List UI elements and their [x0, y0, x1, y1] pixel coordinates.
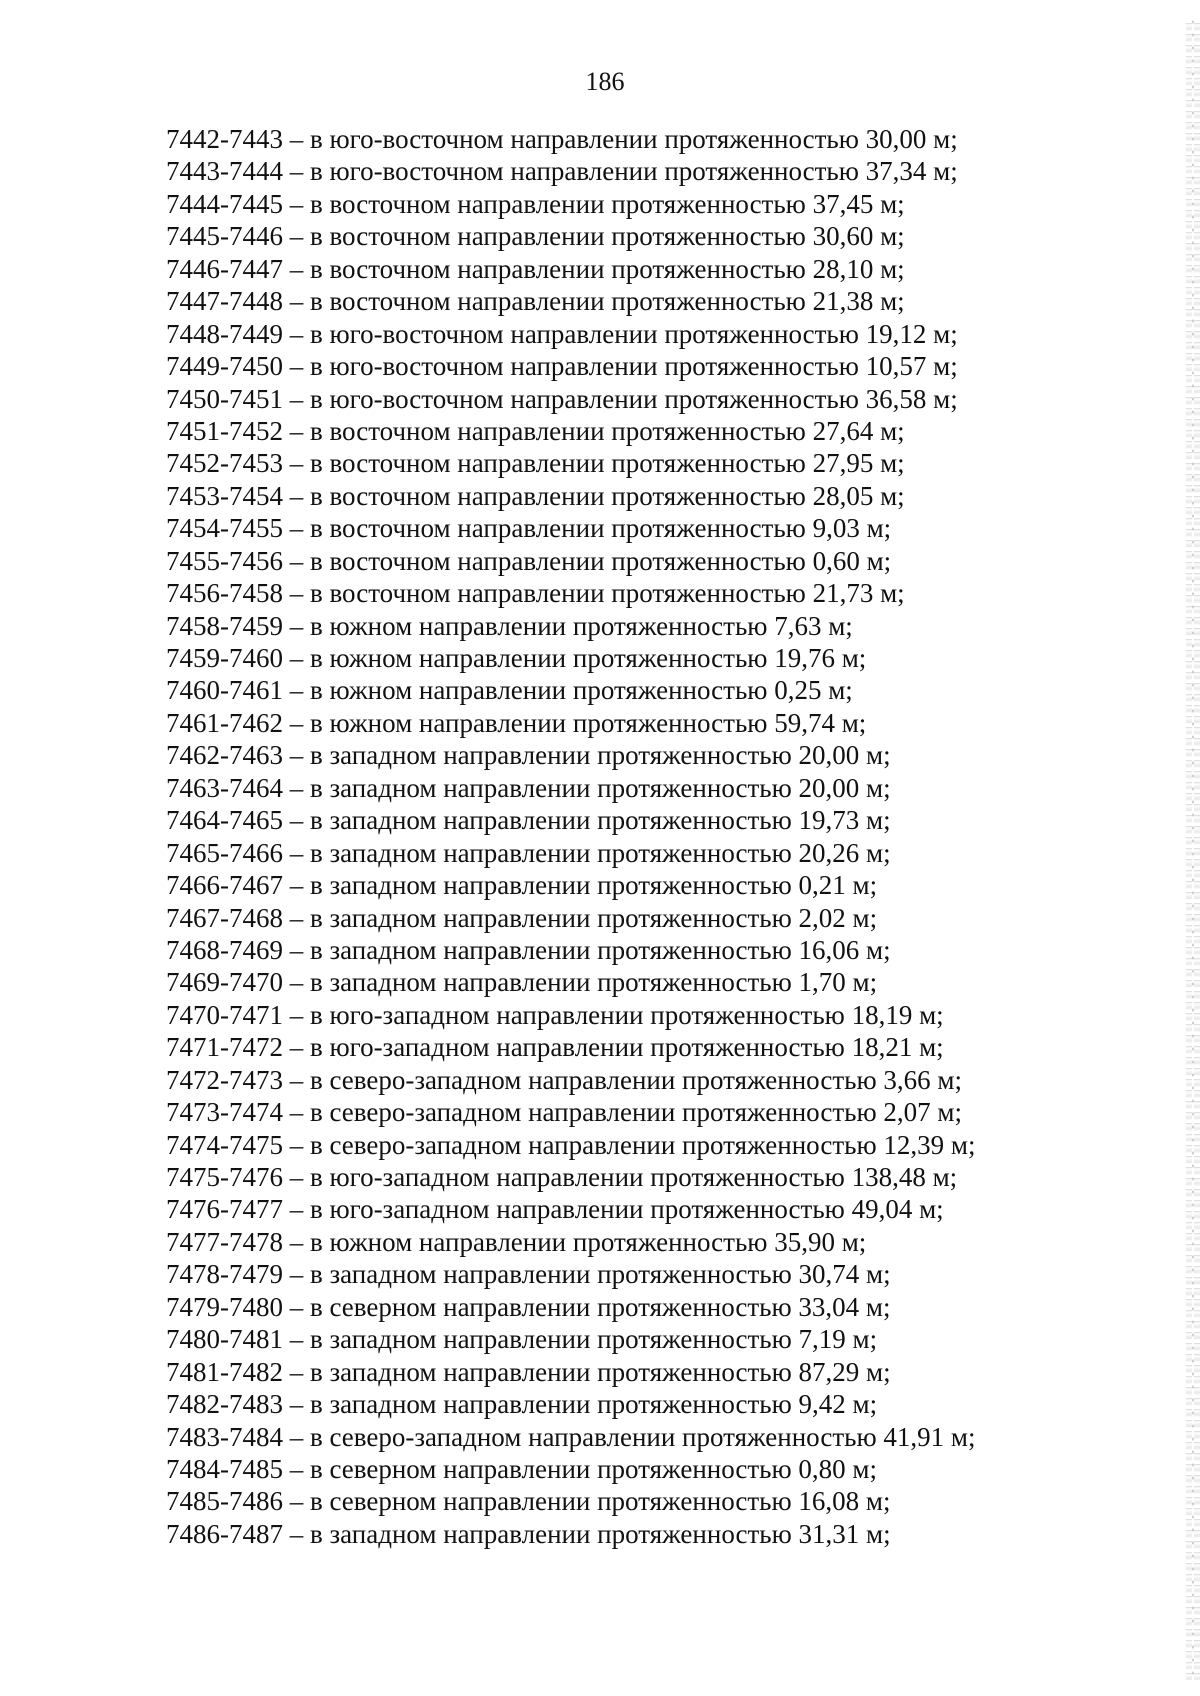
boundary-segment-line: 7482-7483 – в западном направлении протяженностью 9,42 м; — [166, 1389, 878, 1420]
boundary-segment-line: 7465-7466 – в западном направлении протяженностью 20,26 м; — [166, 837, 891, 868]
boundary-segment-line: 7479-7480 – в северном направлении протяженностью 33,04 м; — [166, 1291, 891, 1322]
boundary-segment-line: 7474-7475 – в северо-западном направлении протяженностью 12,39 м; — [166, 1129, 976, 1160]
boundary-segment-line: 7452-7453 – в восточном направлении протяженностью 27,95 м; — [166, 448, 905, 479]
boundary-segment-line: 7453-7454 – в восточном направлении протяженностью 28,05 м; — [166, 480, 905, 511]
boundary-segment-line: 7469-7470 – в западном направлении протяженностью 1,70 м; — [166, 967, 878, 998]
boundary-segment-line: 7485-7486 – в северном направлении протяженностью 16,08 м; — [166, 1486, 891, 1517]
boundary-segment-line: 7473-7474 – в северо-западном направлении протяженностью 2,07 м; — [166, 1097, 962, 1128]
boundary-segment-line: 7470-7471 – в юго-западном направлении протяженностью 18,19 м; — [166, 999, 944, 1030]
boundary-segment-line: 7456-7458 – в восточном направлении протяженностью 21,73 м; — [166, 578, 905, 609]
boundary-segment-line: 7464-7465 – в западном направлении протяженностью 19,73 м; — [166, 805, 891, 836]
boundary-segment-line: 7484-7485 – в северном направлении протяженностью 0,80 м; — [166, 1453, 878, 1484]
boundary-segment-line: 7459-7460 – в южном направлении протяженностью 19,76 м; — [166, 643, 867, 673]
boundary-segment-line: 7466-7467 – в западном направлении протяженностью 0,21 м; — [166, 870, 878, 901]
boundary-segment-line: 7461-7462 – в южном направлении протяженностью 59,74 м; — [166, 707, 867, 738]
boundary-segment-line: 7442-7443 – в юго-восточном направлении протяженностью 30,00 м; — [166, 124, 958, 154]
boundary-segment-line: 7445-7446 – в восточном направлении протяженностью 30,60 м; — [166, 221, 905, 252]
boundary-segment-line: 7483-7484 – в северо-западном направлении протяженностью 41,91 м; — [166, 1421, 976, 1452]
boundary-segment-line: 7451-7452 – в восточном направлении протяженностью 27,64 м; — [166, 415, 905, 446]
boundary-segment-line: 7450-7451 – в юго-восточном направлении протяженностью 36,58 м; — [166, 383, 958, 414]
scan-edge-artifact — [1186, 20, 1200, 1680]
boundary-segment-line: 7448-7449 – в юго-восточном направлении протяженностью 19,12 м; — [166, 318, 958, 349]
boundary-segment-line: 7446-7447 – в восточном направлении протяженностью 28,10 м; — [166, 253, 905, 284]
boundary-segment-line: 7486-7487 – в западном направлении протяженностью 31,31 м; — [166, 1518, 891, 1549]
boundary-segment-line: 7480-7481 – в западном направлении протяженностью 7,19 м; — [166, 1324, 878, 1355]
boundary-segment-line: 7478-7479 – в западном направлении протяженностью 30,74 м; — [166, 1259, 891, 1290]
boundary-segment-line: 7447-7448 – в восточном направлении протяженностью 21,38 м; — [166, 286, 905, 317]
boundary-segment-line: 7463-7464 – в западном направлении протяженностью 20,00 м; — [166, 772, 891, 803]
boundary-segment-line: 7449-7450 – в юго-восточном направлении протяженностью 10,57 м; — [166, 351, 958, 382]
boundary-segment-line: 7460-7461 – в южном направлении протяженностью 0,25 м; — [166, 675, 853, 706]
boundary-segment-line: 7468-7469 – в западном направлении протяженностью 16,06 м; — [166, 934, 891, 965]
boundary-segment-line: 7475-7476 – в юго-западном направлении протяженностью 138,48 м; — [166, 1162, 958, 1192]
boundary-segment-line: 7472-7473 – в северо-западном направлении протяженностью 3,66 м; — [166, 1064, 962, 1095]
boundary-segment-line: 7471-7472 – в юго-западном направлении протяженностью 18,21 м; — [166, 1032, 944, 1063]
boundary-segment-line: 7467-7468 – в западном направлении протяженностью 2,02 м; — [166, 902, 878, 933]
boundary-segment-line: 7481-7482 – в западном направлении протяженностью 87,29 м; — [166, 1356, 891, 1387]
boundary-segment-list — [166, 123, 1066, 1550]
boundary-segment-line: 7476-7477 – в юго-западном направлении протяженностью 49,04 м; — [166, 1194, 944, 1225]
page-number: 186 — [585, 67, 625, 96]
boundary-segment-line: 7455-7456 – в восточном направлении протяженностью 0,60 м; — [166, 545, 892, 576]
boundary-segment-line: 7454-7455 – в восточном направлении протяженностью 9,03 м; — [166, 513, 892, 544]
boundary-segment-line: 7477-7478 – в южном направлении протяженностью 35,90 м; — [166, 1226, 867, 1257]
boundary-segment-line: 7444-7445 – в восточном направлении протяженностью 37,45 м; — [166, 188, 905, 219]
boundary-segment-line: 7443-7444 – в юго-восточном направлении протяженностью 37,34 м; — [166, 156, 958, 187]
boundary-segment-line: 7458-7459 – в южном направлении протяженностью 7,63 м; — [166, 610, 853, 641]
boundary-segment-line: 7462-7463 – в западном направлении протяженностью 20,00 м; — [166, 740, 891, 771]
